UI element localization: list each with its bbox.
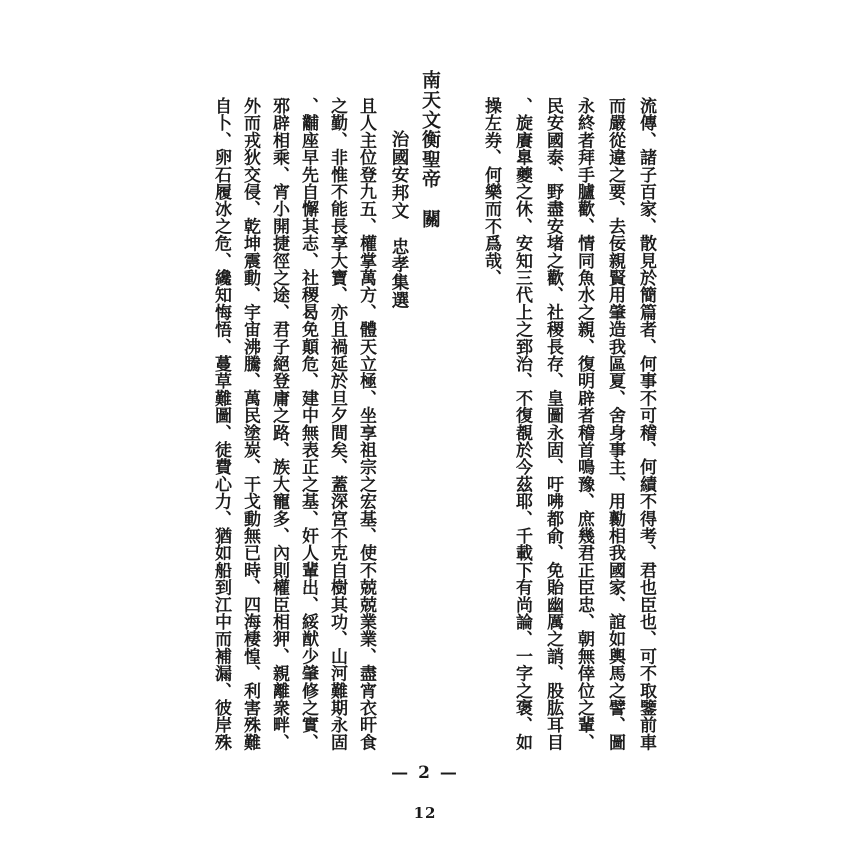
- text-column-right-6: 操左券、何樂而不爲哉、: [481, 97, 501, 287]
- page-subtitle: 治國安邦文 忠孝集選: [389, 130, 409, 309]
- text-column-right-3: 永終者拜手臚歡、情同魚水之親、復明辟者稽首鳴豫、庶幾君正臣忠、朝無倖位之輩、: [574, 97, 594, 751]
- text-column-left-6: 自卜、卵石履冰之危、纔知悔悟、蔓草難圖、徒費心力、猶如船到江中而補漏、彼岸殊: [211, 97, 231, 751]
- text-column-left-5: 外而戎狄交侵、乾坤震動、宇宙沸騰、萬民塗炭、干戈動無已時、四海棲惶、利害殊難: [240, 97, 260, 751]
- vertical-text-area: [206, 70, 661, 785]
- section-page-number: — 2 —: [391, 763, 459, 783]
- book-page-number: 12: [413, 804, 437, 822]
- text-column-right-4: 民安國泰、野盡安堵之歡、社稷長存、皇圖永固、吁咈都俞、免貽幽厲之誚、股肱耳目: [543, 97, 563, 751]
- text-column-left-1: 且人主位登九五、權掌萬方、體天立極、坐享祖宗之宏基、使不兢兢業業、盡宵衣旰食: [356, 97, 376, 751]
- page-title: 南天文衡聖帝 關: [419, 70, 441, 229]
- text-column-right-5: 、旋賡臯夔之休、安知三代上之郅治、不復覩於今茲耶、千載下有尚論、一字之褒、如: [512, 97, 532, 751]
- text-column-left-4: 邪辟相乘、宵小開捷徑之途、君子絕登庸之路、族大寵多、內則權臣相狎、親離衆畔、: [269, 97, 289, 751]
- text-column-left-3: 、黼座早先自懈其志、社稷曷免顛危、建中無表正之基、奸人輩出、綏猷少肇修之實、: [298, 97, 318, 751]
- text-column-right-2: 而嚴從違之要、去佞親賢用肇造我區夏、舍身事主、用勷相我國家、誼如輿馬之譬、圖: [605, 97, 625, 751]
- text-column-left-2: 之勤、非惟不能長享大寶、亦且禍延於旦夕間矣、蓋深宮不克自樹其功、山河難期永固: [327, 97, 347, 751]
- text-column-right-1: 流傳、諸子百家、散見於簡篇者、何事不可稽、何績不得考、君也臣也、可不取鑒前車: [636, 97, 656, 751]
